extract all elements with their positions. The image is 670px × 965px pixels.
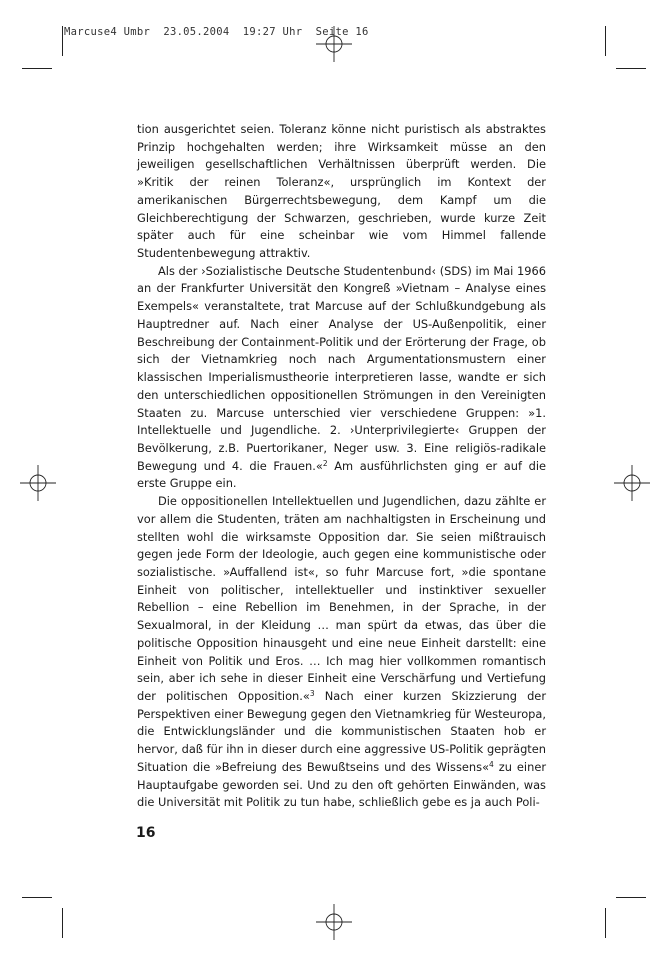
crop-mark-bottom-left-v (62, 908, 63, 938)
footnote-ref: 2 (322, 458, 328, 468)
registration-mark-right (612, 463, 652, 503)
footnote-ref: 3 (309, 689, 315, 698)
crop-mark-bottom-left-h (22, 897, 52, 898)
crop-mark-top-right-v (605, 26, 606, 56)
body-text (137, 121, 546, 812)
registration-mark-bottom (314, 902, 354, 942)
crop-mark-top-left-v (62, 26, 63, 56)
paragraph (137, 493, 546, 812)
crop-mark-top-left-h (22, 68, 52, 69)
paragraph-text: Am ausführlichsten ging er auf die erste Gruppe ein. (137, 458, 547, 491)
print-slug: Marcuse4 Umbr 23.05.2004 19:27 Uhr Seite 16 (64, 26, 369, 38)
crop-mark-top-right-h (616, 68, 646, 69)
crop-mark-bottom-right-h (616, 897, 646, 898)
paragraph-text: Als der ›Sozialistische Deutsche Studentenbund‹ (SDS) im Mai 1966 an der Frankfurter Universität den Kongreß »Vietnam – Analyse eines Exempels« veranstaltete, trat Marcuse auf der Schlußkundgebung als Hauptredner auf. Nach einer Analyse der US-Außenpolitik, einer Beschreibung der Containment-Politik und der Erörterung der Frage, ob sich der Vietnamkrieg noch nach Argumentationsmustern einer klassischen Imperialismustheorie interpretieren lasse, wandte er sich den unterschiedlichen oppositionellen Strömungen in den Vereinigten Staaten zu. Marcuse unterschied vier verschiedene Gruppen: »1. Intellektuelle und Jugendliche. 2. ›Unterprivilegierte‹ Gruppen der Bevölkerung, z.B. Puertorikaner, Neger usw. 3. Eine religiös-radikale Bewegung und 4. die Frauen.« (137, 263, 546, 473)
registration-mark-left (18, 463, 58, 503)
page-number: 16 (136, 825, 156, 841)
registration-mark-top (314, 24, 354, 64)
crop-mark-bottom-right-v (605, 908, 606, 938)
footnote-ref: 4 (489, 759, 494, 769)
paragraph (137, 121, 546, 263)
paragraph-text: Die oppositionellen Intellektuellen und Jugendlichen, dazu zählte er vor allem die Studenten, träten am nachhaltigsten in Erscheinung und stellten wohl die wirksamste Opposition dar. Sie seien mißtrauisch gegen jede Form der Ideologie, auch gegen eine kommunistische oder sozialistische. »Auffallend ist«, so fuhr Marcuse fort, »die spontane Einheit von politischer, intellektueller und instinktiver sexueller Rebellion – eine Rebellion im Benehmen, in der Sprache, in der Sexualmoral, in der Kleidung … man spürt da etwas, das über die politische Opposition hinausgeht und eine neue Einheit darstellt: eine Einheit von Politik und Eros. … Ich mag hier vollkommen romantisch sein, aber ich sehe in dieser Einheit eine Verschärfung und Vertiefung der politischen Opposition.« (137, 494, 546, 703)
paragraph-text: tion ausgerichtet seien. Toleranz könne nicht puristisch als abstraktes Prinzip hochgehalten werden; ihre Wirksamkeit müsse an den jeweiligen gesellschaftlichen Verhältnissen überprüft werden. Die »Kritik der reinen Toleranz«, ursprünglich im Kontext der amerikanischen Bürgerrechtsbewegung, dem Kampf um die Gleichberechtigung der Schwarzen, geschrieben, wurde kurze Zeit später auch für eine scheinbar wie vom Himmel fallende Studentenbewegung attraktiv. (137, 122, 546, 261)
paragraph-text: zu einer Hauptaufgabe geworden sei. Und zu den oft gehörten Einwänden, was die Universität mit Politik zu tun habe, schließlich gebe es ja auch Poli- (137, 759, 547, 810)
paragraph-text: Nach einer kurzen Skizzierung der Perspektiven einer Bewegung gegen den Vietnamkrieg für Westeuropa, die Entwicklungsländer und die kommunistischen Staaten hob er hervor, daß für ihn in dieser durch eine aggressive US-Politik geprägten Situation die »Befreiung des Bewußtseins und des Wissens« (137, 689, 547, 774)
paragraph (137, 263, 546, 493)
